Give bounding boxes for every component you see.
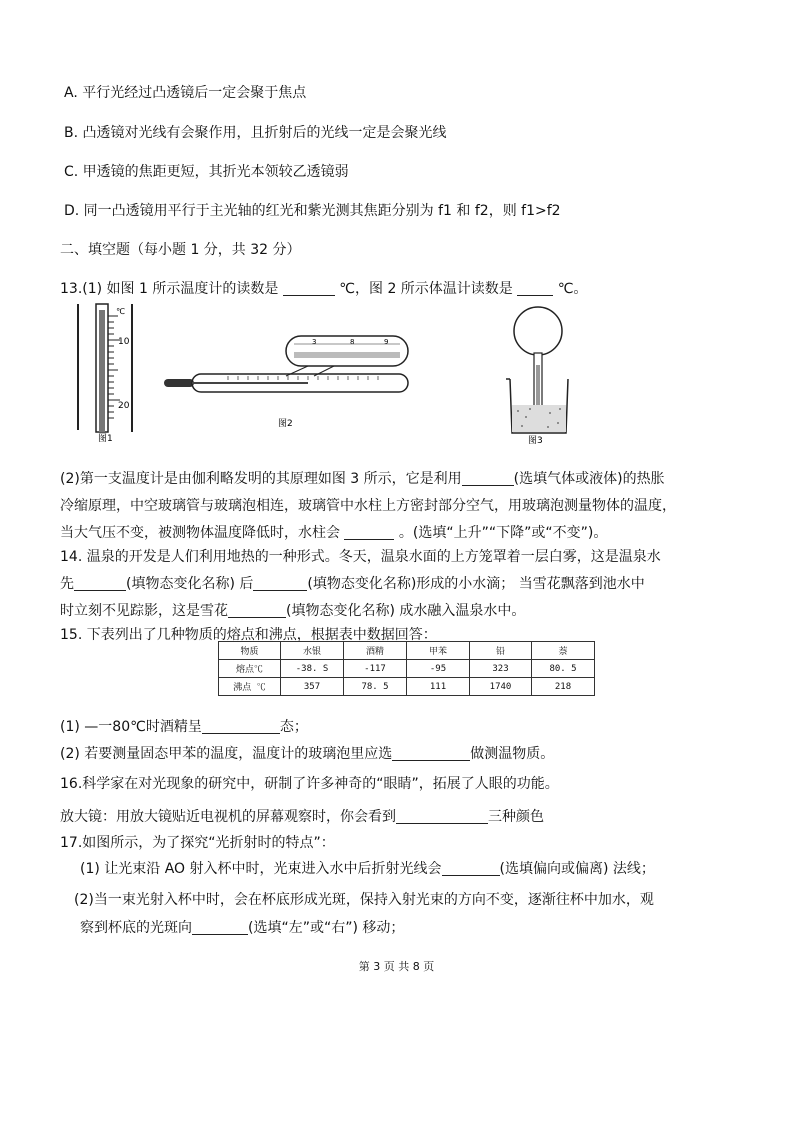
figure-2-clinical-thermometer xyxy=(158,332,418,432)
fig3-caption: 图3 xyxy=(528,436,543,445)
table-cell: 357 xyxy=(281,678,344,696)
table-cell: 萘 xyxy=(532,642,595,660)
table-cell: 酒精 xyxy=(344,642,407,660)
table-cell: 水银 xyxy=(281,642,344,660)
q14-blank-2[interactable] xyxy=(253,576,307,591)
table-cell: 80. 5 xyxy=(532,660,595,678)
q13-blank-2[interactable] xyxy=(517,281,553,296)
q16-text-a: 16.科学家在对光现象的研究中，研制了许多神奇的“眼睛”，拓展了人眼的功能。 xyxy=(60,776,559,792)
table-cell: 111 xyxy=(407,678,470,696)
fig1-tick-20: 20 xyxy=(118,401,130,411)
q13-p2-text-b: (选填气体或液体)的热胀 xyxy=(513,471,665,487)
q14-text-e: 时立刻不见踪影，这是雪花 xyxy=(60,603,228,619)
q15-blank-2[interactable] xyxy=(392,746,470,761)
q13-p2-text-a: (2)第一支温度计是由伽利略发明的其原理如图 3 所示，它是利用 xyxy=(60,471,462,487)
q17-s2-text-c: (选填“左”或“右”) 移动； xyxy=(248,920,405,936)
q13-blank-4[interactable] xyxy=(344,525,394,540)
page-footer: 第 3 页 共 8 页 xyxy=(358,960,435,973)
table-cell: 1740 xyxy=(470,678,532,696)
q15-blank-1[interactable] xyxy=(202,719,280,734)
table-row xyxy=(219,678,595,696)
q14-text-c: (填物态变化名称) 后 xyxy=(126,576,254,592)
q15-s1-text-b: 态； xyxy=(279,719,308,735)
option-b: B. 凸透镜对光线有会聚作用，且折射后的光线一定是会聚光线 xyxy=(64,125,447,141)
q13-part1 xyxy=(60,278,587,298)
table-cell: 物质 xyxy=(219,642,281,660)
q13-p1-text-b: ℃，图 2 所示体温计读数是 xyxy=(339,281,513,297)
fig2-tick-8: 8 xyxy=(350,338,355,346)
q15-sub1 xyxy=(60,716,308,736)
table-cell: -38. S xyxy=(281,660,344,678)
option-c: C. 甲透镜的焦距更短，其折光本领较乙透镜弱 xyxy=(64,164,349,180)
q16-line-b xyxy=(60,806,544,826)
q15-sub2 xyxy=(60,743,554,763)
q17-s1-text-b: (选填偏向或偏离) 法线； xyxy=(499,861,655,877)
q13-blank-1[interactable] xyxy=(283,281,335,296)
fig2-tick-3: 3 xyxy=(312,338,317,346)
q17-sub2 xyxy=(74,886,744,942)
q13-part2 xyxy=(60,466,750,547)
q16-text-c: 三种颜色 xyxy=(488,809,544,825)
q14-text-d: (填物态变化名称)形成的小水滴； 当雪花飘落到池水中 xyxy=(307,576,645,592)
melting-boiling-table xyxy=(218,641,595,696)
fig2-caption: 图2 xyxy=(278,419,293,429)
table-header-row xyxy=(219,642,595,660)
table-cell: 323 xyxy=(470,660,532,678)
q17-s2-text-b: 察到杯底的光斑向 xyxy=(80,920,192,936)
q13-p2-text-e: 。(选填“上升”“下降”或“不变”)。 xyxy=(398,525,608,541)
fig2-tick-9: 9 xyxy=(384,338,389,346)
q15-intro: 15. 下表列出了几种物质的熔点和沸点，根据表中数据回答： xyxy=(60,627,437,643)
q15-s2-text-b: 做测温物质。 xyxy=(470,746,555,762)
table-cell: 沸点 ℃ xyxy=(219,678,281,696)
table-cell: 78. 5 xyxy=(344,678,407,696)
section-title: 二、填空题（每小题 1 分，共 32 分） xyxy=(60,242,301,258)
q17-blank-1[interactable] xyxy=(442,861,500,876)
q13-blank-3[interactable] xyxy=(462,471,514,486)
q13-p1-text-a: 13.(1) 如图 1 所示温度计的读数是 xyxy=(60,281,279,297)
q17-intro: 17.如图所示，为了探究“光折射时的特点”： xyxy=(60,835,335,851)
q13-p1-text-c: ℃。 xyxy=(557,281,588,297)
option-d: D. 同一凸透镜用平行于主光轴的红光和紫光测其焦距分别为 f1 和 f2，则 f1>f2 xyxy=(64,203,561,219)
table-cell: -95 xyxy=(407,660,470,678)
q17-s2-text-a: (2)当一束光射入杯中时，会在杯底形成光斑，保持入射光束的方向不变，逐渐往杯中加水，观 xyxy=(74,892,654,908)
table-cell: 甲苯 xyxy=(407,642,470,660)
table-cell: 铅 xyxy=(470,642,532,660)
figure-3-thermoscope xyxy=(500,305,580,445)
figure-1-thermometer xyxy=(70,300,160,445)
q13-p2-text-d: 当大气压不变，被测物体温度降低时，水柱会 xyxy=(60,525,340,541)
q15-s1-text-a: (1) —一80℃时酒精呈 xyxy=(60,719,202,735)
q14-text-a: 14. 温泉的开发是人们利用地热的一种形式。冬天，温泉水面的上方笼罩着一层白雾，这是温泉水 xyxy=(60,549,661,565)
q17-sub1 xyxy=(80,858,655,878)
q17-s1-text-a: (1) 让光束沿 AO 射入杯中时，光束进入水中后折射光线会 xyxy=(80,861,442,877)
q13-p2-text-c: 冷缩原理，中空玻璃管与玻璃泡相连，玻璃管中水柱上方密封部分空气，用玻璃泡测量物体的温度， xyxy=(60,498,676,514)
table-cell: 218 xyxy=(532,678,595,696)
q16-blank-1[interactable] xyxy=(396,809,488,824)
option-a: A. 平行光经过凸透镜后一定会聚于焦点 xyxy=(64,85,307,101)
q17-blank-2[interactable] xyxy=(192,920,248,935)
q14-text-b: 先 xyxy=(60,576,74,592)
table-row xyxy=(219,660,595,678)
q15-s2-text-a: (2) 若要测量固态甲苯的温度，温度计的玻璃泡里应选 xyxy=(60,746,393,762)
q14-blank-3[interactable] xyxy=(228,603,286,618)
q14 xyxy=(60,544,750,625)
fig1-tick-10: 10 xyxy=(118,337,130,347)
q14-blank-1[interactable] xyxy=(74,576,126,591)
table-cell: -117 xyxy=(344,660,407,678)
fig1-caption: 图1 xyxy=(98,434,113,444)
q16-text-b: 放大镜：用放大镜贴近电视机的屏幕观察时，你会看到 xyxy=(60,809,396,825)
table-cell: 熔点℃ xyxy=(219,660,281,678)
q14-text-f: (填物态变化名称) 成水融入温泉水中。 xyxy=(286,603,526,619)
fig1-unit: ℃ xyxy=(116,307,125,316)
